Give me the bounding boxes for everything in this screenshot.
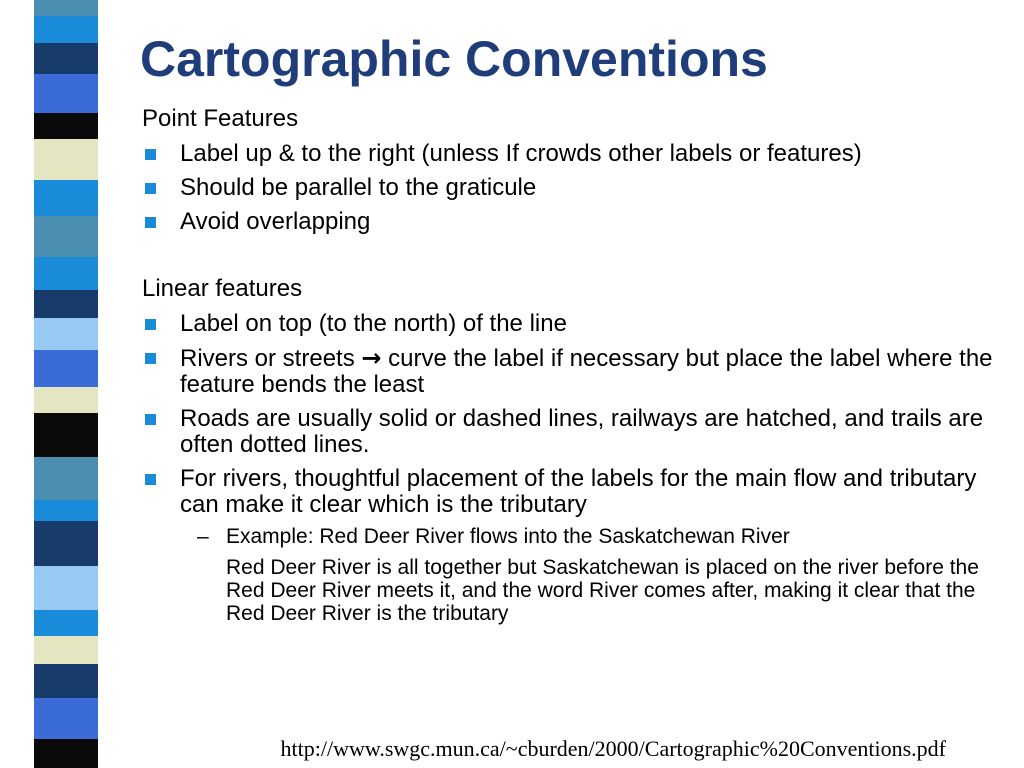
stripe-segment <box>34 350 98 387</box>
stripe-segment <box>34 521 98 566</box>
stripe-segment <box>34 16 98 43</box>
stripe-segment <box>34 387 98 413</box>
stripe-segment <box>34 318 98 350</box>
bullet-label-up-right: Label up & to the right (unless If crowds other labels or features) <box>142 141 1002 167</box>
right-arrow-icon: → <box>361 344 382 372</box>
square-bullet-icon <box>145 319 156 330</box>
square-bullet-icon <box>145 217 156 228</box>
square-bullet-icon <box>145 149 156 160</box>
square-bullet-icon <box>145 183 156 194</box>
bullet-avoid-overlapping: Avoid overlapping <box>142 209 1002 235</box>
stripe-segment <box>34 180 98 216</box>
decorative-stripe <box>34 0 98 768</box>
section-heading-linear-features: Linear features <box>142 275 303 302</box>
stripe-segment <box>34 74 98 113</box>
stripe-segment <box>34 113 98 139</box>
bullet-rivers-streets: Rivers or streets → curve the label if necessary but place the label where the feature bends the least <box>142 345 1002 398</box>
slide-title: Cartographic Conventions <box>140 31 768 87</box>
bullet-rivers-tributary: For rivers, thoughtful placement of the labels for the main flow and tributary can make it clear which is the tributary <box>142 466 1002 518</box>
stripe-segment <box>34 457 98 500</box>
dash-bullet: – <box>197 525 209 548</box>
stripe-segment <box>34 739 98 768</box>
bullet-parallel-graticule: Should be parallel to the graticule <box>142 175 1002 201</box>
stripe-segment <box>34 0 98 16</box>
stripe-segment <box>34 636 98 663</box>
bullet-roads-railways: Roads are usually solid or dashed lines, railways are hatched, and trails are often dotted lines. <box>142 406 1002 458</box>
square-bullet-icon <box>145 474 156 485</box>
stripe-segment <box>34 566 98 610</box>
stripe-segment <box>34 698 98 739</box>
stripe-segment <box>34 610 98 636</box>
stripe-segment <box>34 290 98 317</box>
slide-content <box>142 104 1002 625</box>
stripe-segment <box>34 216 98 257</box>
section-heading-point-features: Point Features <box>142 105 299 132</box>
stripe-segment <box>34 43 98 74</box>
sub-bullet-example: – Example: Red Deer River flows into the Saskatchewan River <box>197 525 790 548</box>
square-bullet-icon <box>145 414 156 425</box>
stripe-segment <box>34 500 98 521</box>
bullet-label-on-top: Label on top (to the north) of the line <box>142 311 1002 337</box>
stripe-segment <box>34 664 98 698</box>
stripe-segment <box>34 257 98 290</box>
example-explanation: Red Deer River is all together but Saskatchewan is placed on the river before the Red Deer River meets it, and the word River comes after, making it clear that the Red Deer River is the tributary <box>226 556 979 625</box>
source-url: http://www.swgc.mun.ca/~cburden/2000/Cartographic%20Conventions.pdf <box>280 736 946 761</box>
stripe-segment <box>34 413 98 457</box>
square-bullet-icon <box>145 353 156 364</box>
stripe-segment <box>34 139 98 180</box>
